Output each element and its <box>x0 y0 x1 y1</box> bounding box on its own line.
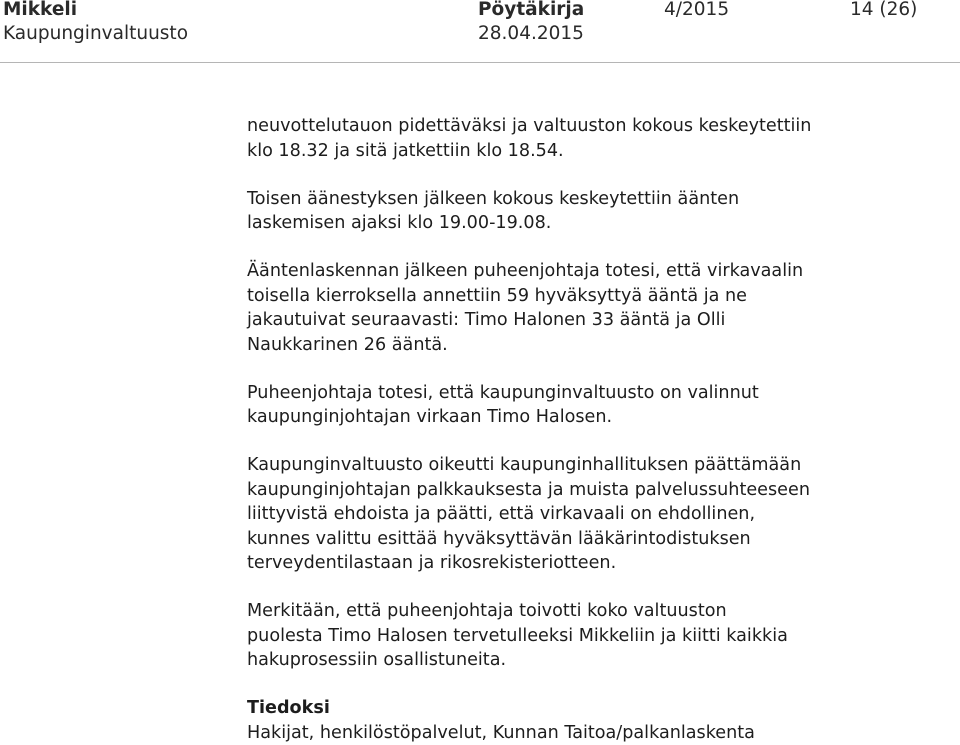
minutes-body <box>247 114 947 745</box>
paragraph-vote-count <box>247 259 947 357</box>
paragraph-second-vote <box>247 187 947 236</box>
text-line: Kaupunginvaltuusto oikeutti kaupunginhallituksen päättämään <box>247 453 947 478</box>
text-line: kunnes valittu esittää hyväksyttävän lääkärintodistuksen <box>247 527 947 552</box>
text-line: klo 18.32 ja sitä jatkettiin klo 18.54. <box>247 139 947 164</box>
organization-name: Mikkeli <box>3 0 77 22</box>
paragraph-terms <box>247 453 947 576</box>
text-line: kaupunginjohtajan virkaan Timo Halosen. <box>247 405 947 430</box>
text-line: Ääntenlaskennan jälkeen puheenjohtaja totesi, että virkavaalin <box>247 259 947 284</box>
text-line: Merkitään, että puheenjohtaja toivotti koko valtuuston <box>247 599 947 624</box>
text-line: Toisen äänestyksen jälkeen kokous keskeytettiin äänten <box>247 187 947 212</box>
text-line: puolesta Timo Halosen tervetulleeksi Mikkeliin ja kiitti kaikkia <box>247 624 947 649</box>
header-divider <box>0 62 960 63</box>
text-line: Puheenjohtaja totesi, että kaupunginvaltuusto on valinnut <box>247 381 947 406</box>
text-line: jakautuivat seuraavasti: Timo Halonen 33 ääntä ja Olli <box>247 308 947 333</box>
paragraph-welcome <box>247 599 947 673</box>
text-line: neuvottelutauon pidettäväksi ja valtuuston kokous keskeytettiin <box>247 114 947 139</box>
text-line: liittyvistä ehdoista ja päätti, että virkavaali on ehdollinen, <box>247 502 947 527</box>
paragraph-adjournment <box>247 114 947 163</box>
text-line: kaupunginjohtajan palkkauksesta ja muista palvelussuhteeseen <box>247 478 947 503</box>
page-header <box>0 0 960 62</box>
decision-body: Kaupunginvaltuusto <box>3 22 188 46</box>
meeting-date: 28.04.2015 <box>478 22 584 46</box>
page-number: 14 (26) <box>850 0 917 22</box>
text-line: toisella kierroksella annettiin 59 hyväksyttyä ääntä ja ne <box>247 284 947 309</box>
info-recipients: Hakijat, henkilöstöpalvelut, Kunnan Taitoa/palkanlaskenta <box>247 721 947 745</box>
document-type: Pöytäkirja <box>478 0 584 22</box>
info-heading: Tiedoksi <box>247 696 947 721</box>
paragraph-election-result <box>247 381 947 430</box>
text-line: hakuprosessiin osallistuneita. <box>247 648 947 673</box>
text-line: terveydentilastaan ja rikosrekisteriotteen. <box>247 551 947 576</box>
text-line: Naukkarinen 26 ääntä. <box>247 333 947 358</box>
minutes-number: 4/2015 <box>664 0 729 22</box>
text-line: laskemisen ajaksi klo 19.00-19.08. <box>247 211 947 236</box>
